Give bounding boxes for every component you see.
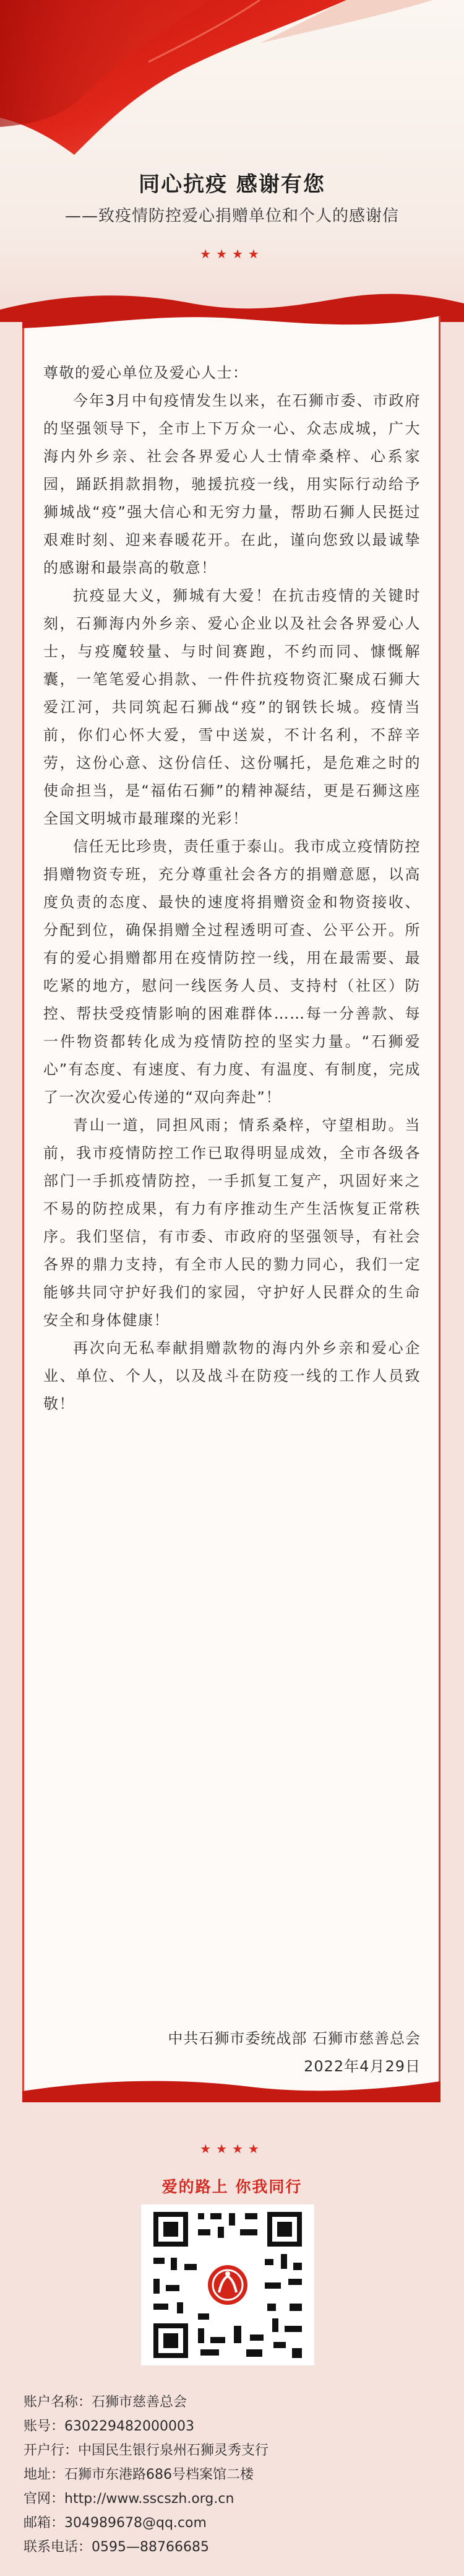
account-number: 账号：630229482000003 xyxy=(24,2419,194,2434)
letter-salutation: 尊敬的爱心单位及爱心人士： xyxy=(43,364,249,381)
letter-paragraph: 再次向无私奉献捐赠款物的海内外乡亲和爱心企业、单位、个人，以及战斗在防疫一线的工作人员致敬！ xyxy=(43,1339,421,1412)
header-banner xyxy=(0,0,464,322)
stars-decoration-top: ★★★★ xyxy=(200,246,264,261)
letter-body xyxy=(43,359,421,1418)
letter-signature-block xyxy=(168,2025,421,2081)
email-link[interactable]: 邮箱：304989678@qq.com xyxy=(24,2515,207,2531)
letter-date: 2022年4月29日 xyxy=(304,2058,421,2075)
donation-info xyxy=(24,2390,444,2559)
bank-name: 开户行：中国民生银行泉州石狮灵秀支行 xyxy=(24,2443,269,2458)
letter-paragraph: 今年3月中旬疫情发生以来，在石狮市委、市政府的坚强领导下，全市上下万众一心、众志成城，广大海内外乡亲、社会各界爱心人士情牵桑梓、心系家园，踊跃捐款捐物，驰援抗疫一线，用实际行动给予狮城战“疫”强大信心和无穷力量，帮助石狮人民挺过艰难时刻、迎来春暖花开。在此，谨向您致以最诚挚的感谢和最崇高的敬意！ xyxy=(43,392,421,577)
account-name: 账户名称：石狮市慈善总会 xyxy=(24,2395,187,2410)
letter-paragraph: 抗疫显大义，狮城有大爱！在抗击疫情的关键时刻，石狮海内外乡亲、爱心企业以及社会各界爱心人士，与疫魔较量、与时间赛跑，不约而同、慷慨解囊，一笔笔爱心捐款、一件件抗疫物资汇聚成石狮大爱江河，共同筑起石狮战“疫”的钢铁长城。疫情当前，你们心怀大爱，雪中送炭，不计名利，不辞辛劳，这份心意、这份信任、这份嘱托，是危难之时的使命担当，是“福佑石狮”的精神凝结，更是石狮这座全国文明城市最璀璨的光彩！ xyxy=(43,587,421,827)
website-link[interactable]: 官网：http://www.sscszh.org.cn xyxy=(24,2491,234,2507)
qr-code-image xyxy=(141,2204,314,2365)
address: 地址：石狮市东港路686号档案馆二楼 xyxy=(24,2467,254,2482)
letter-signature: 中共石狮市委统战部 石狮市慈善总会 xyxy=(168,2030,421,2047)
letter-paragraph: 信任无比珍贵，责任重于泰山。我市成立疫情防控捐赠物资专班，充分尊重社会各方的捐赠意愿，以高度负责的态度、最快的速度将捐赠资金和物资接收、分配到位，确保捐赠全过程透明可查、公平公开。所有的爱心捐赠都用在疫情防控一线，用在最需要、最吃紧的地方，慰问一线医务人员、支持村（社区）防控、帮扶受疫情影响的困难群体……每一分善款、每一件物资都转化成为疫情防控的坚实力量。“石狮爱心”有态度、有速度、有力度、有温度、有制度，完成了一次次爱心传递的“双向奔赴”！ xyxy=(43,838,421,1106)
red-flag-decoration xyxy=(0,0,464,161)
card-top-ribbon xyxy=(22,310,440,332)
stars-decoration-bottom: ★★★★ xyxy=(200,2141,264,2156)
card-bottom-wave xyxy=(22,2078,440,2102)
phone-link[interactable]: 联系电话：0595—88766685 xyxy=(24,2539,209,2555)
page-subtitle: ——致疫情防控爱心捐赠单位和个人的感谢信 xyxy=(64,207,399,225)
donation-qr-code[interactable] xyxy=(141,2204,314,2365)
letter-paragraph: 青山一道，同担风雨；情系桑梓，守望相助。当前，我市疫情防控工作已取得明显成效，全市各级各部门一手抓疫情防控，一手抓复工复产，巩固好来之不易的防控成果，有力有序推动生产生活恢复正常秩序。我们坚信，有市委、市政府的坚强领导，有社会各界的鼎力支持，有全市人民的勠力同心，我们一定能够共同守护好我们的家园，守护好人民群众的生命安全和身体健康！ xyxy=(43,1116,421,1329)
page-title: 同心抗疫 感谢有您 xyxy=(139,172,325,197)
donation-slogan: 爱的路上 你我同行 xyxy=(161,2178,303,2196)
